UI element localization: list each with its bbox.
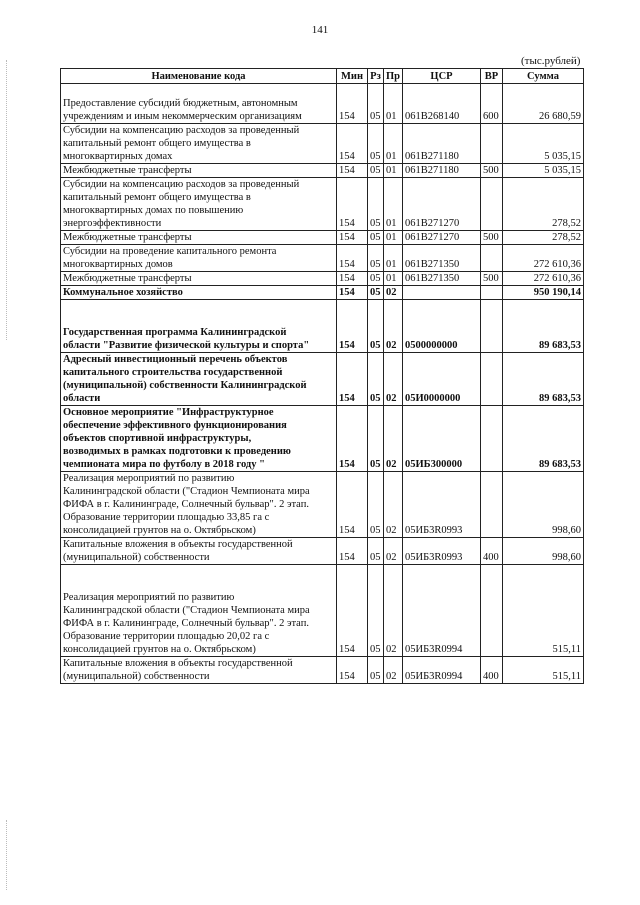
row-pr: 01	[384, 245, 403, 272]
row-name	[61, 164, 337, 178]
row-name-line: области	[63, 393, 101, 404]
row-name-line: (муниципальной) собственности	[63, 552, 210, 563]
row-name-line: чемпионата мира по футболу в 2018 году "	[63, 459, 265, 470]
row-name	[61, 538, 337, 565]
row-name	[61, 657, 337, 684]
row-rz: 05	[368, 231, 384, 245]
row-vr	[481, 353, 503, 406]
row-vr: 500	[481, 272, 503, 286]
row-name-line: учреждениям и иным некоммерческим организациям	[63, 111, 302, 122]
row-vr	[481, 124, 503, 164]
row-name-line: капитального строительства государственной	[63, 367, 283, 378]
budget-table	[60, 68, 584, 684]
table-row	[61, 231, 584, 245]
row-name-line: Калининградской области ("Стадион Чемпионата мира	[63, 486, 310, 497]
row-vr	[481, 245, 503, 272]
page-number: 141	[311, 24, 329, 36]
row-name-line: Межбюджетные трансферты	[63, 273, 192, 284]
row-pr: 02	[384, 657, 403, 684]
row-min: 154	[337, 286, 368, 300]
row-vr: 400	[481, 657, 503, 684]
row-rz: 05	[368, 406, 384, 472]
row-name-line: области "Развитие физической культуры и спорта"	[63, 340, 310, 351]
row-vr: 400	[481, 538, 503, 565]
row-name	[61, 84, 337, 124]
row-name-line: Реализация мероприятий по развитию	[63, 592, 235, 603]
row-name-line: Субсидии на проведение капитального ремонта	[63, 246, 277, 257]
row-min: 154	[337, 178, 368, 231]
row-csr: 061В271350	[403, 272, 481, 286]
row-name	[61, 406, 337, 472]
row-name-line	[63, 313, 334, 326]
row-min: 154	[337, 231, 368, 245]
row-min: 154	[337, 272, 368, 286]
row-amount: 515,11	[503, 657, 584, 684]
table-row	[61, 124, 584, 164]
header-vr: ВР	[481, 69, 503, 84]
row-amount: 5 035,15	[503, 164, 584, 178]
row-csr: 061В271270	[403, 231, 481, 245]
row-rz: 05	[368, 84, 384, 124]
row-csr: 061В271350	[403, 245, 481, 272]
row-rz: 05	[368, 164, 384, 178]
row-name-line: Предоставление субсидий бюджетным, автономным	[63, 98, 298, 109]
row-min: 154	[337, 84, 368, 124]
row-name-line: Государственная программа Калининградской	[63, 327, 287, 338]
row-csr: 05ИБ3R0994	[403, 657, 481, 684]
row-name-line: многоквартирных домах	[63, 151, 173, 162]
row-name-line: ФИФА в г. Калининграде, Солнечный бульвар". 2 этап.	[63, 618, 309, 629]
row-name-line: Образование территории площадью 33,85 га с	[63, 512, 270, 523]
row-csr: 061В271270	[403, 178, 481, 231]
row-min: 154	[337, 406, 368, 472]
row-pr: 02	[384, 286, 403, 300]
row-name-line: капитальный ремонт общего имущества в	[63, 192, 251, 203]
row-name	[61, 286, 337, 300]
row-name-line: обеспечение эффективного функционирования	[63, 420, 287, 431]
row-name-line: Реализация мероприятий по развитию	[63, 473, 235, 484]
row-csr: 05ИБ300000	[403, 406, 481, 472]
table-row	[61, 565, 584, 657]
row-name-line: ФИФА в г. Калининграде, Солнечный бульвар". 2 этап.	[63, 499, 309, 510]
header-csr: ЦСР	[403, 69, 481, 84]
row-vr	[481, 472, 503, 538]
row-name	[61, 472, 337, 538]
row-min: 154	[337, 164, 368, 178]
row-pr: 01	[384, 231, 403, 245]
row-name-line: консолидацией грунтов на о. Октябрьском)	[63, 644, 256, 655]
header-amount: Сумма	[503, 69, 584, 84]
row-pr: 02	[384, 538, 403, 565]
row-name-line: Межбюджетные трансферты	[63, 165, 192, 176]
row-pr: 01	[384, 84, 403, 124]
margin-line-top	[6, 60, 7, 340]
row-vr	[481, 565, 503, 657]
row-rz: 05	[368, 538, 384, 565]
row-min: 154	[337, 245, 368, 272]
row-min: 154	[337, 472, 368, 538]
row-name-line: Капитальные вложения в объекты государственной	[63, 539, 293, 550]
row-csr: 061В271180	[403, 164, 481, 178]
row-name	[61, 353, 337, 406]
row-name-line: возводимых в рамках подготовки к проведению	[63, 446, 291, 457]
row-vr	[481, 406, 503, 472]
row-name-line: консолидацией грунтов на о. Октябрьском)	[63, 525, 256, 536]
header-pr: Пр	[384, 69, 403, 84]
row-amount: 998,60	[503, 538, 584, 565]
row-amount: 89 683,53	[503, 406, 584, 472]
row-name-line: Основное мероприятие "Инфраструктурное	[63, 407, 274, 418]
table-row	[61, 84, 584, 124]
row-csr: 05ИБ3R0993	[403, 538, 481, 565]
row-name-line: Коммунальное хозяйство	[63, 287, 183, 298]
row-amount: 950 190,14	[503, 286, 584, 300]
table-row	[61, 538, 584, 565]
row-amount: 89 683,53	[503, 300, 584, 353]
row-name	[61, 272, 337, 286]
row-rz: 05	[368, 178, 384, 231]
row-name-line: Субсидии на компенсацию расходов за проведенный	[63, 179, 300, 190]
row-amount: 515,11	[503, 565, 584, 657]
row-rz: 05	[368, 124, 384, 164]
header-rz: Рз	[368, 69, 384, 84]
row-pr: 02	[384, 300, 403, 353]
row-rz: 05	[368, 472, 384, 538]
row-rz: 05	[368, 245, 384, 272]
row-name-line	[63, 84, 334, 97]
table-row	[61, 164, 584, 178]
row-name-line: Калининградской области ("Стадион Чемпионата мира	[63, 605, 310, 616]
row-rz: 05	[368, 272, 384, 286]
row-pr: 01	[384, 164, 403, 178]
row-min: 154	[337, 657, 368, 684]
row-pr: 01	[384, 178, 403, 231]
row-min: 154	[337, 124, 368, 164]
row-name	[61, 300, 337, 353]
row-rz: 05	[368, 300, 384, 353]
table-row	[61, 353, 584, 406]
margin-line-bottom	[6, 820, 7, 890]
row-min: 154	[337, 565, 368, 657]
row-amount: 998,60	[503, 472, 584, 538]
row-amount: 278,52	[503, 231, 584, 245]
row-csr	[403, 286, 481, 300]
row-name-line: Адресный инвестиционный перечень объектов	[63, 354, 288, 365]
row-pr: 02	[384, 565, 403, 657]
row-amount: 89 683,53	[503, 353, 584, 406]
row-vr: 500	[481, 164, 503, 178]
row-amount: 5 035,15	[503, 124, 584, 164]
table-row	[61, 300, 584, 353]
row-pr: 01	[384, 272, 403, 286]
row-csr: 05ИБ3R0994	[403, 565, 481, 657]
units-label: (тыс.рублей)	[521, 55, 581, 67]
row-csr: 061В271180	[403, 124, 481, 164]
table-row	[61, 657, 584, 684]
row-name-line: (муниципальной) собственности	[63, 671, 210, 682]
row-name-line: капитальный ремонт общего имущества в	[63, 138, 251, 149]
row-name-line: многоквартирных домов	[63, 259, 173, 270]
row-csr: 061В268140	[403, 84, 481, 124]
row-name-line: Межбюджетные трансферты	[63, 232, 192, 243]
row-name-line	[63, 565, 334, 578]
row-vr: 500	[481, 231, 503, 245]
header-min: Мин	[337, 69, 368, 84]
row-name-line: (муниципальной) собственности Калининградской	[63, 380, 307, 391]
row-name	[61, 178, 337, 231]
row-rz: 05	[368, 353, 384, 406]
row-name	[61, 124, 337, 164]
row-name-line	[63, 578, 334, 591]
row-csr: 0500000000	[403, 300, 481, 353]
row-name-line: энергоэффективности	[63, 218, 162, 229]
row-rz: 05	[368, 657, 384, 684]
header-name: Наименование кода	[61, 69, 337, 84]
row-name-line: объектов спортивной инфраструктуры,	[63, 433, 252, 444]
row-min: 154	[337, 538, 368, 565]
row-csr: 05И0000000	[403, 353, 481, 406]
row-pr: 02	[384, 406, 403, 472]
row-min: 154	[337, 300, 368, 353]
row-name	[61, 565, 337, 657]
row-vr	[481, 300, 503, 353]
row-name-line: многоквартирных домах по повышению	[63, 205, 244, 216]
table-body	[61, 84, 584, 684]
row-pr: 02	[384, 472, 403, 538]
row-rz: 05	[368, 286, 384, 300]
row-name-line: Субсидии на компенсацию расходов за проведенный	[63, 125, 300, 136]
table-row	[61, 406, 584, 472]
table-row	[61, 472, 584, 538]
table-header-row	[61, 69, 584, 84]
row-name-line: Капитальные вложения в объекты государственной	[63, 658, 293, 669]
table-row	[61, 245, 584, 272]
row-vr: 600	[481, 84, 503, 124]
row-pr: 01	[384, 124, 403, 164]
row-vr	[481, 178, 503, 231]
row-pr: 02	[384, 353, 403, 406]
row-amount: 272 610,36	[503, 245, 584, 272]
row-name-line: Образование территории площадью 20,02 га с	[63, 631, 270, 642]
row-csr: 05ИБ3R0993	[403, 472, 481, 538]
row-amount: 26 680,59	[503, 84, 584, 124]
row-min: 154	[337, 353, 368, 406]
table-row	[61, 286, 584, 300]
row-rz: 05	[368, 565, 384, 657]
table-row	[61, 178, 584, 231]
table-row	[61, 272, 584, 286]
row-name	[61, 231, 337, 245]
row-vr	[481, 286, 503, 300]
row-amount: 272 610,36	[503, 272, 584, 286]
row-name	[61, 245, 337, 272]
row-amount: 278,52	[503, 178, 584, 231]
row-name-line	[63, 300, 334, 313]
